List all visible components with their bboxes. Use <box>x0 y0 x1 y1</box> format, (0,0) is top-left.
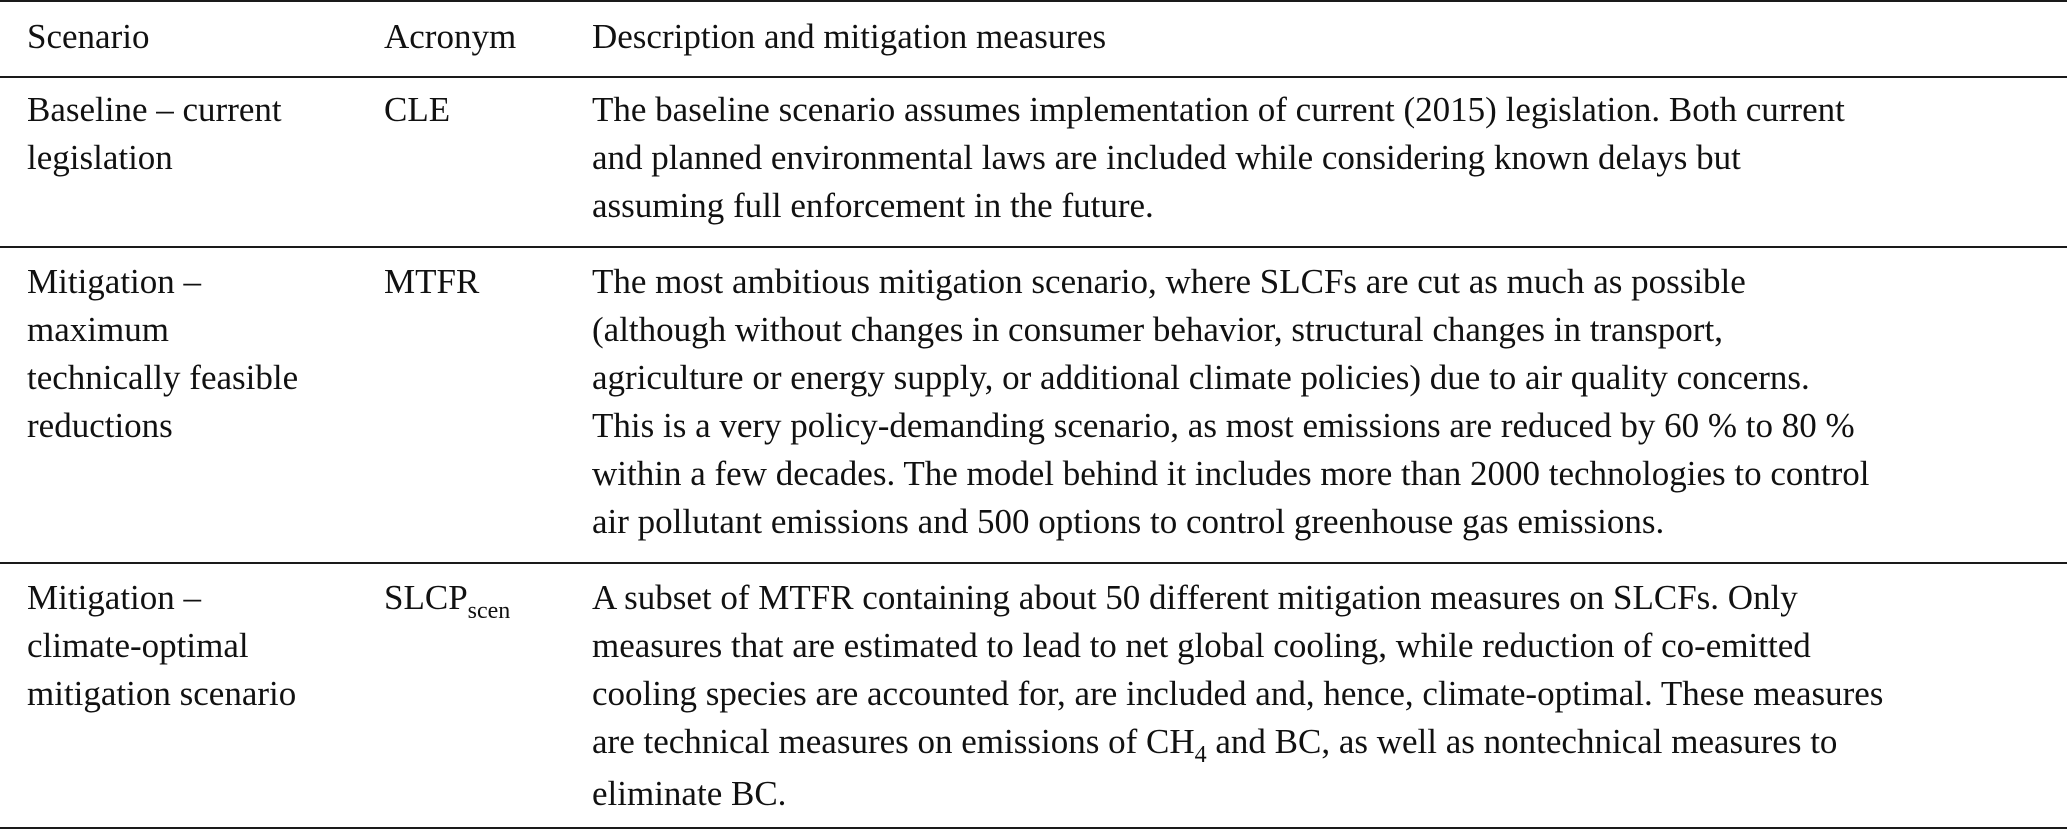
bottom-rule <box>0 827 2067 829</box>
description-text-part2: and BC, as well as nontechnical measures to eliminate BC. <box>592 722 1838 813</box>
ch4-subscript: 4 <box>1194 742 1207 768</box>
header-description: Description and mitigation measures <box>592 17 1107 56</box>
top-rule <box>0 0 2067 2</box>
row-rule <box>0 562 2067 564</box>
acronym-cell: MTFR <box>384 262 480 301</box>
header-scenario: Scenario <box>27 17 150 56</box>
header-acronym: Acronym <box>384 17 517 56</box>
scenario-cell: Mitigation – maximum technically feasible reductions <box>27 262 299 445</box>
row-rule <box>0 246 2067 248</box>
acronym-cell <box>384 574 584 626</box>
description-cell: The baseline scenario assumes implementation of current (2015) legislation. Both current and planned environmental laws are included while considering known delays but assuming full enforcement in the future. <box>592 90 1845 225</box>
description-cell <box>592 574 2062 818</box>
header-rule <box>0 76 2067 78</box>
scenario-cell: Baseline – current legislation <box>27 90 282 177</box>
acronym-cell: CLE <box>384 90 451 129</box>
scenario-cell: Mitigation – climate-optimal mitigation scenario <box>27 578 297 713</box>
description-cell: The most ambitious mitigation scenario, where SLCFs are cut as much as possible (although without changes in consumer behavior, structural changes in transport, agriculture or energy supply, or additional climate policies) due to air quality concerns. This is a very policy-demanding scenario, as most emissions are reduced by 60 % to 80 % within a few decades. The model behind it includes more than 2000 technologies to control air pollutant emissions and 500 options to control greenhouse gas emissions. <box>592 262 1870 541</box>
acronym-subscript: scen <box>467 598 511 624</box>
description-text-part1: A subset of MTFR containing about 50 different mitigation measures on SLCFs. Only measures that are estimated to lead to net global cooling, while reduction of co-emitted cooling species are accounted for, are included and, hence, climate-optimal. These measures are technical measures on emissions of CH <box>592 578 1884 761</box>
acronym-base: SLCP <box>384 578 468 617</box>
